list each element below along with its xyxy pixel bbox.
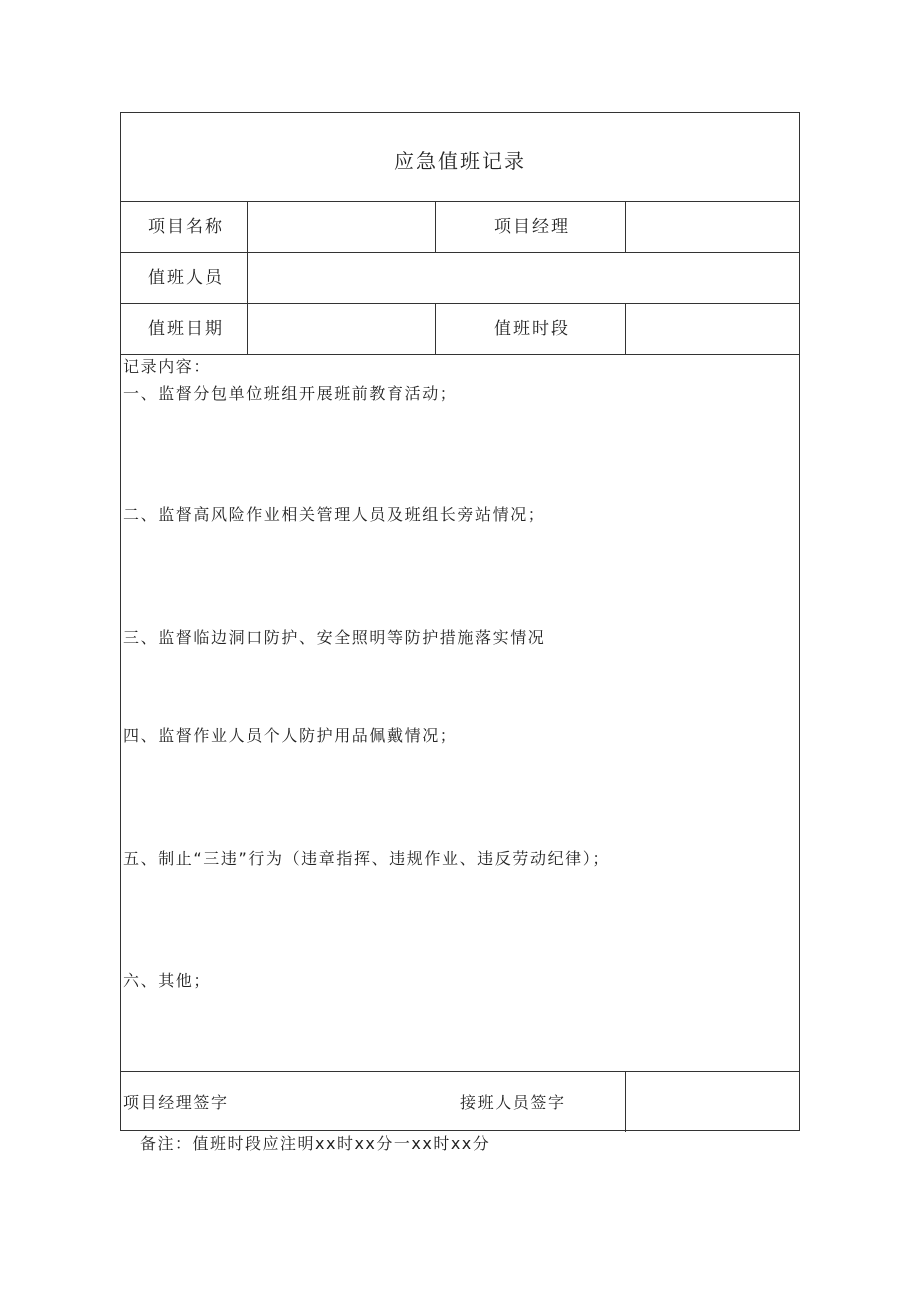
duty-staff-label: 值班人员 — [148, 268, 224, 288]
duty-period-field[interactable] — [629, 307, 797, 351]
duty-period-label: 值班时段 — [494, 319, 570, 339]
divider — [435, 201, 436, 252]
divider — [625, 303, 626, 354]
record-item: 一、监督分包单位班组开展班前教育活动； — [123, 384, 458, 403]
record-item: 五、制止“三违”行为（违章指挥、违规作业、违反劳动纪律）； — [123, 849, 610, 868]
divider — [121, 303, 799, 304]
footnote: 备注：值班时段应注明xx时xx分一xx时xx分 — [140, 1134, 491, 1153]
project-name-label: 项目名称 — [148, 217, 224, 237]
divider — [121, 1071, 799, 1072]
manager-signature-label: 项目经理签字 — [123, 1093, 229, 1112]
manager-signature-field[interactable] — [231, 1075, 431, 1127]
form-title: 应急值班记录 — [394, 149, 526, 173]
divider — [121, 201, 799, 202]
record-item: 六、其他； — [123, 971, 212, 990]
receiver-signature-label: 接班人员签字 — [460, 1093, 566, 1112]
receiver-signature-field[interactable] — [629, 1075, 797, 1127]
divider — [625, 1071, 626, 1132]
record-item: 二、监督高风险作业相关管理人员及班组长旁站情况； — [123, 505, 546, 524]
duty-staff-field[interactable] — [251, 256, 796, 300]
duty-record-form — [120, 112, 800, 1131]
divider — [121, 252, 799, 253]
project-manager-label: 项目经理 — [494, 217, 570, 237]
divider — [625, 201, 626, 252]
duty-date-label: 值班日期 — [148, 319, 224, 339]
record-content-heading: 记录内容： — [123, 357, 212, 376]
divider — [247, 201, 248, 354]
record-item: 四、监督作业人员个人防护用品佩戴情况； — [123, 726, 458, 745]
divider — [435, 303, 436, 354]
project-name-field[interactable] — [251, 205, 431, 249]
record-content-area[interactable] — [121, 355, 799, 1070]
record-item: 三、监督临边洞口防护、安全照明等防护措施落实情况 — [123, 628, 546, 647]
project-manager-field[interactable] — [629, 205, 797, 249]
duty-date-field[interactable] — [251, 307, 431, 351]
